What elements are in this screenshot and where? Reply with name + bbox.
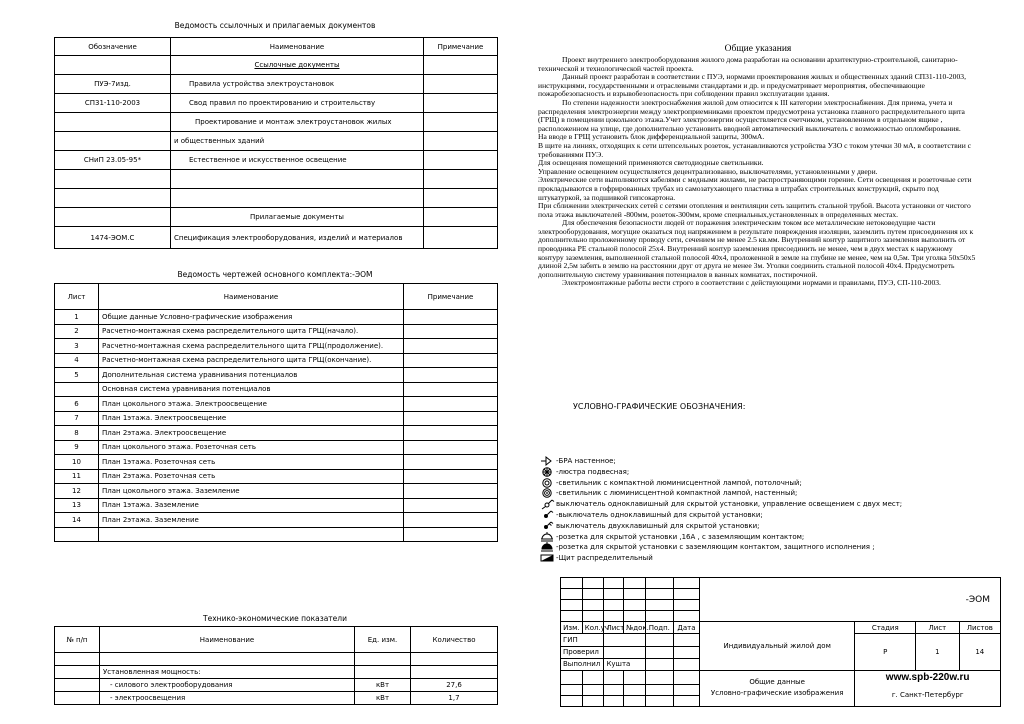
stamp-col-data: Дата bbox=[673, 622, 699, 634]
tech-qty: 1,7 bbox=[411, 692, 498, 705]
tech-qty bbox=[411, 666, 498, 679]
tech-qty bbox=[411, 653, 498, 666]
legend-item-text: -Щит распределительный bbox=[556, 554, 653, 563]
tech-name: - силового электрооборудования bbox=[100, 679, 355, 692]
stamp-col-podp: Подп. bbox=[645, 622, 673, 634]
sheets-note bbox=[404, 353, 498, 368]
notes-paragraph: Электромонтажные работы вести строго в соответствии с действующими нормами и правилами, ПУЭ, СП-110-2003. bbox=[562, 278, 941, 288]
refs-row bbox=[55, 132, 498, 151]
stamp-code: -ЭОМ bbox=[700, 578, 1001, 622]
stamp-role-done: Выполнил bbox=[561, 658, 604, 670]
stamp-name-gip bbox=[604, 634, 645, 646]
legend-item bbox=[538, 456, 616, 466]
tech-no bbox=[55, 679, 100, 692]
stamp-role-checked: Проверил bbox=[561, 646, 604, 658]
tech-header-unit: Ед. изм. bbox=[355, 627, 411, 653]
wall-fixture-icon bbox=[538, 488, 556, 498]
refs-name: и общественных зданий bbox=[171, 132, 424, 151]
refs-header-note: Примечание bbox=[424, 38, 498, 56]
legend-item-text: -БРА настенное; bbox=[556, 457, 616, 465]
legend-item bbox=[538, 553, 653, 563]
sheets-note bbox=[404, 455, 498, 470]
refs-note bbox=[424, 151, 498, 170]
refs-note bbox=[424, 170, 498, 189]
sheets-name: План цокольного этажа. Заземление bbox=[99, 484, 404, 499]
legend-item bbox=[538, 488, 797, 498]
two-way-switch-icon bbox=[538, 499, 556, 509]
refs-row bbox=[55, 208, 498, 227]
tech-header-name: Наименование bbox=[100, 627, 355, 653]
sheets-row bbox=[55, 469, 498, 484]
refs-row bbox=[55, 189, 498, 208]
stamp-object: Индивидуальный жилой дом bbox=[700, 622, 855, 670]
sealed-socket-icon bbox=[538, 542, 556, 552]
sheets-row bbox=[55, 440, 498, 455]
single-switch-icon bbox=[538, 510, 556, 520]
legend-item-text: -розетка для скрытой установки ,16А , с заземляющим контактом; bbox=[556, 532, 805, 541]
refs-row bbox=[55, 94, 498, 113]
notes-paragraph: В щите на линиях, отходящих к сети штепсельных розеток, устанавливаются устройства УЗО с током утечки 30 мА, в соответствии с требованиями ПУЭ. bbox=[538, 140, 972, 159]
tech-qty: 27,6 bbox=[411, 679, 498, 692]
stamp-sheets-value: 14 bbox=[959, 634, 1000, 670]
sheets-no: 12 bbox=[55, 484, 99, 499]
notes-paragraph: На вводе в ГРЩ установить блок дифференциальной защиты, 300мА. bbox=[538, 132, 765, 142]
sheets-no: 2 bbox=[55, 324, 99, 339]
sheets-name: План цокольного этажа. Розеточная сеть bbox=[99, 440, 404, 455]
legend-item-text: -выключатель одноклавишный для скрытой установки; bbox=[556, 511, 763, 519]
refs-name: Естественное и искусственное освещение bbox=[171, 151, 424, 170]
refs-note bbox=[424, 94, 498, 113]
tech-header-no: № п/п bbox=[55, 627, 100, 653]
legend-item bbox=[538, 532, 804, 542]
sheets-row bbox=[55, 353, 498, 368]
refs-table bbox=[54, 37, 498, 249]
refs-row bbox=[55, 75, 498, 94]
sheets-name: План 2этажа. Розеточная сеть bbox=[99, 469, 404, 484]
chandelier-icon bbox=[538, 467, 556, 477]
tech-row bbox=[55, 692, 498, 705]
notes-paragraph: По степени надежности электроснабжения жилой дом относится к III категории электроснабжения. Для приема, учета и распределения электроэнергии между электроприемниками проектом предусмотрена установка главного распределительного щита (ГРЩ) в помещении цокольного этажа.Учет электроэнергии осуществляется счетчиком, установленном в отдельном ящике , расположенном на улице, где дополнительно установить вводной автоматический выключатель с возможностью опломбирования. bbox=[538, 97, 965, 133]
sheets-no: 5 bbox=[55, 368, 99, 383]
title-block bbox=[560, 577, 1001, 707]
refs-header-code: Обозначение bbox=[55, 38, 171, 56]
sheets-no: 7 bbox=[55, 411, 99, 426]
sheets-note bbox=[404, 440, 498, 455]
legend-item bbox=[538, 521, 760, 531]
refs-note bbox=[424, 75, 498, 94]
sheets-row bbox=[55, 484, 498, 499]
legend-item-text: выключатель одноклавишный для скрытой установки, управление освещением с двух мест; bbox=[556, 500, 903, 509]
sheets-name: Общие данные Условно-графические изображения bbox=[99, 310, 404, 325]
refs-title: Ведомость ссылочных и прилагаемых документов bbox=[174, 21, 376, 30]
legend-item bbox=[538, 542, 875, 552]
legend-item bbox=[538, 510, 763, 520]
sheets-name: План 2этажа. Заземление bbox=[99, 513, 404, 528]
tech-no bbox=[55, 653, 100, 666]
refs-note bbox=[424, 132, 498, 151]
refs-name: Свод правил по проектированию и строительству bbox=[171, 94, 424, 113]
refs-row bbox=[55, 56, 498, 75]
sheets-header-name: Наименование bbox=[99, 284, 404, 310]
sheets-name: План 1этажа. Электроосвещение bbox=[99, 411, 404, 426]
sheets-no: 1 bbox=[55, 310, 99, 325]
panel-icon bbox=[538, 553, 556, 563]
notes-paragraph: Управление освещением осуществляется децентрализованно, выключателями, установленными у двери. bbox=[538, 166, 878, 176]
sheets-no: 4 bbox=[55, 353, 99, 368]
refs-note bbox=[424, 113, 498, 132]
stamp-role-gip: ГИП bbox=[561, 634, 604, 646]
notes-paragraph: Для обеспечения безопасности людей от поражения электрическим током все металлические нетоковедущие части электрооборудования, могущие оказаться под напряжением в результате повреждения изоляции, заземлить путем присоединения их к дополнительно проложенному проводу сети, сечением не менее 2.5 кв.мм. Внутренний контур защитного заземления выполнить от проводника РЕ стальной полосой 25х4. Внутренний контур заземления присоединить не менее, чем в двух местах к наружному контуру заземления, выполненной стальной полосой 40х4, проложенной в земле на глубине не менее, чем на 0,5м. Три уголка 50х50х5 длиной 2,5м забить в землю на расстоянии друг от друга не менее 3м. Уголки соединить стальной полосой 40х4. Предусмотреть дополнительную систему уравнивания потенциалов в ванных комнатах, постирочной. bbox=[538, 218, 976, 279]
legend-item-text: -светильник с люминисцентной компактной лампой, настенный; bbox=[556, 489, 798, 498]
sheets-no: 3 bbox=[55, 339, 99, 354]
refs-code bbox=[55, 208, 171, 227]
stamp-sheet-title-1: Общие данные bbox=[749, 678, 805, 687]
legend-item bbox=[538, 467, 629, 477]
sheets-no: 11 bbox=[55, 469, 99, 484]
tech-no bbox=[55, 666, 100, 679]
notes-paragraph: Электрические сети выполняются кабелями с медными жилами, не распространяющими горение. Сети освещения и розеточные сети прокладываются в гофрированных трубах из самозатухающего пластика в штрабах строительных конструкций, скрыто под штукатуркой, за подшивкой гипсокартона. bbox=[538, 175, 972, 202]
sheets-name: План 1этажа. Розеточная сеть bbox=[99, 455, 404, 470]
sheets-row bbox=[55, 455, 498, 470]
stamp-col-koluch: Кол.уч bbox=[582, 622, 604, 634]
legend-item-text: -розетка для скрытой установки с заземляющим контактом, защитного исполнения ; bbox=[556, 543, 875, 552]
stamp-sheet-value: 1 bbox=[916, 634, 959, 670]
tech-table bbox=[54, 626, 498, 705]
legend-item-text: выключатель двухклавишный для скрытой установки; bbox=[556, 521, 760, 530]
tech-header-qty: Количество bbox=[411, 627, 498, 653]
refs-name: Спецификация электрооборудования, изделий и материалов bbox=[171, 227, 424, 249]
refs-code bbox=[55, 113, 171, 132]
sheets-note bbox=[404, 310, 498, 325]
refs-code bbox=[55, 170, 171, 189]
sheets-name: План 2этажа. Электроосвещение bbox=[99, 426, 404, 441]
sheets-note bbox=[404, 368, 498, 383]
ceiling-lamp-icon bbox=[538, 478, 556, 488]
sheets-row bbox=[55, 426, 498, 441]
sheets-table bbox=[54, 283, 498, 542]
refs-name bbox=[171, 189, 424, 208]
sheets-note bbox=[404, 426, 498, 441]
sheets-title: Ведомость чертежей основного комплекта:-ЭОМ bbox=[177, 270, 373, 279]
refs-name: Проектирование и монтаж электроустановок жилых bbox=[171, 113, 424, 132]
stamp-name-checked bbox=[604, 646, 645, 658]
sheets-row bbox=[55, 368, 498, 383]
legend-title: УСЛОВНО-ГРАФИЧЕСКИЕ ОБОЗНАЧЕНИЯ: bbox=[573, 402, 746, 411]
refs-note bbox=[424, 227, 498, 249]
tech-row bbox=[55, 679, 498, 692]
refs-code bbox=[55, 56, 171, 75]
sheets-note bbox=[404, 382, 498, 397]
sheets-row bbox=[55, 498, 498, 513]
sheets-name: Расчетно-монтажная схема распределительного щита ГРЩ(начало). bbox=[99, 324, 404, 339]
stamp-col-ndok: №док. bbox=[623, 622, 645, 634]
tech-unit bbox=[355, 653, 411, 666]
refs-name: Прилагаемые документы bbox=[171, 208, 424, 227]
stamp-site: www.spb-220w.ru bbox=[855, 670, 1001, 684]
tech-title: Технико-экономические показатели bbox=[203, 614, 347, 623]
refs-note bbox=[424, 208, 498, 227]
refs-header-name: Наименование bbox=[171, 38, 424, 56]
sheets-row bbox=[55, 411, 498, 426]
refs-name: Ссылочные документы bbox=[171, 56, 424, 75]
sheets-note bbox=[404, 411, 498, 426]
notes-paragraph: Для освещения помещений применяются светодиодные светильники. bbox=[538, 158, 764, 168]
sheets-note bbox=[404, 339, 498, 354]
legend-item bbox=[538, 499, 902, 509]
tech-row bbox=[55, 666, 498, 679]
refs-code: СНиП 23.05-95* bbox=[55, 151, 171, 170]
legend-item bbox=[538, 478, 802, 488]
stamp-sheet-header: Лист bbox=[916, 622, 959, 634]
tech-name: - электроосвещения bbox=[100, 692, 355, 705]
notes-paragraph: Проект внутреннего электрооборудования жилого дома разработан на основании архитектурно-строительной, санитарно-технической и технологической частей проекта. bbox=[538, 55, 958, 73]
refs-code: СП31-110-2003 bbox=[55, 94, 171, 113]
stamp-city: г. Санкт-Петербург bbox=[855, 684, 1001, 706]
refs-row bbox=[55, 151, 498, 170]
legend-item-text: -люстра подвесная; bbox=[556, 467, 630, 476]
sheets-header-note: Примечание bbox=[404, 284, 498, 310]
stamp-col-izm: Изм. bbox=[561, 622, 583, 634]
stamp-stage-header: Стадия bbox=[855, 622, 916, 634]
refs-code bbox=[55, 189, 171, 208]
notes-paragraph: Данный проект разработан в соответствии с ПУЭ, нормами проектирования жилых и общественных зданий СП31-110-2003, инструкциями, государственными и отраслевыми стандартами и др. и предусматривает мероприятия, обеспечивающие пожаробезопасность и взрывобезопасность при соблюдении правил эксплуатации здания. bbox=[538, 72, 966, 99]
sheets-header-no: Лист bbox=[55, 284, 99, 310]
sheets-row bbox=[55, 339, 498, 354]
stamp-name-done: Кушта bbox=[604, 658, 645, 670]
refs-note bbox=[424, 56, 498, 75]
sheets-row bbox=[55, 324, 498, 339]
wall-lamp-icon bbox=[538, 456, 556, 466]
refs-code: 1474-ЭОМ.С bbox=[55, 227, 171, 249]
tech-name: Установленная мощность: bbox=[100, 666, 355, 679]
tech-name bbox=[100, 653, 355, 666]
double-switch-icon bbox=[538, 521, 556, 531]
refs-name bbox=[171, 170, 424, 189]
stamp-stage-value: Р bbox=[855, 634, 916, 670]
stamp-col-list: Лист bbox=[604, 622, 624, 634]
sheets-note bbox=[404, 484, 498, 499]
sheets-row bbox=[55, 527, 498, 541]
sheets-note bbox=[404, 469, 498, 484]
sheets-no: 9 bbox=[55, 440, 99, 455]
tech-unit: кВт bbox=[355, 692, 411, 705]
legend-item-text: -светильник с компактной люминисцентной лампой, потолочный; bbox=[556, 478, 802, 487]
sheets-note bbox=[404, 513, 498, 528]
sheets-no: 13 bbox=[55, 498, 99, 513]
sheets-name: Расчетно-монтажная схема распределительного щита ГРЩ(продолжение). bbox=[99, 339, 404, 354]
sheets-note bbox=[404, 397, 498, 412]
refs-name: Правила устройства электроустановок bbox=[171, 75, 424, 94]
sheets-name: План цокольного этажа. Электроосвещение bbox=[99, 397, 404, 412]
sheets-no bbox=[55, 382, 99, 397]
sheets-note bbox=[404, 324, 498, 339]
sheets-note bbox=[404, 498, 498, 513]
sheets-no: 14 bbox=[55, 513, 99, 528]
sheets-name: Расчетно-монтажная схема распределительного щита ГРЩ(окончание). bbox=[99, 353, 404, 368]
refs-row bbox=[55, 113, 498, 132]
sheets-name: План 1этажа. Заземление bbox=[99, 498, 404, 513]
notes-title: Общие указания bbox=[724, 44, 792, 54]
sheets-name: Дополнительная система уравнивания потенциалов bbox=[99, 368, 404, 383]
stamp-sheets-header: Листов bbox=[959, 622, 1000, 634]
sheets-row bbox=[55, 513, 498, 528]
sheets-no: 10 bbox=[55, 455, 99, 470]
stamp-sheet-title-2: Условно-графические изображения bbox=[710, 689, 844, 698]
tech-unit: кВт bbox=[355, 679, 411, 692]
notes-paragraph: При сближении электрических сетей с сетями отопления и вентиляции сеть защитить стальной трубой. Высота установки от чистого пола этажа выключателей -800мм, розеток-300мм, кроме специальных,установленных в определенных местах. bbox=[538, 201, 971, 219]
refs-code bbox=[55, 132, 171, 151]
socket-icon bbox=[538, 532, 556, 542]
tech-row bbox=[55, 653, 498, 666]
tech-unit bbox=[355, 666, 411, 679]
sheets-row bbox=[55, 382, 498, 397]
refs-row bbox=[55, 227, 498, 249]
sheets-row bbox=[55, 397, 498, 412]
refs-row bbox=[55, 170, 498, 189]
sheets-no: 8 bbox=[55, 426, 99, 441]
refs-code: ПУЭ-7изд. bbox=[55, 75, 171, 94]
tech-no bbox=[55, 692, 100, 705]
sheets-name: Основная система уравнивания потенциалов bbox=[99, 382, 404, 397]
refs-note bbox=[424, 189, 498, 208]
notes-body bbox=[538, 56, 978, 288]
sheets-no: 6 bbox=[55, 397, 99, 412]
sheets-row bbox=[55, 310, 498, 325]
